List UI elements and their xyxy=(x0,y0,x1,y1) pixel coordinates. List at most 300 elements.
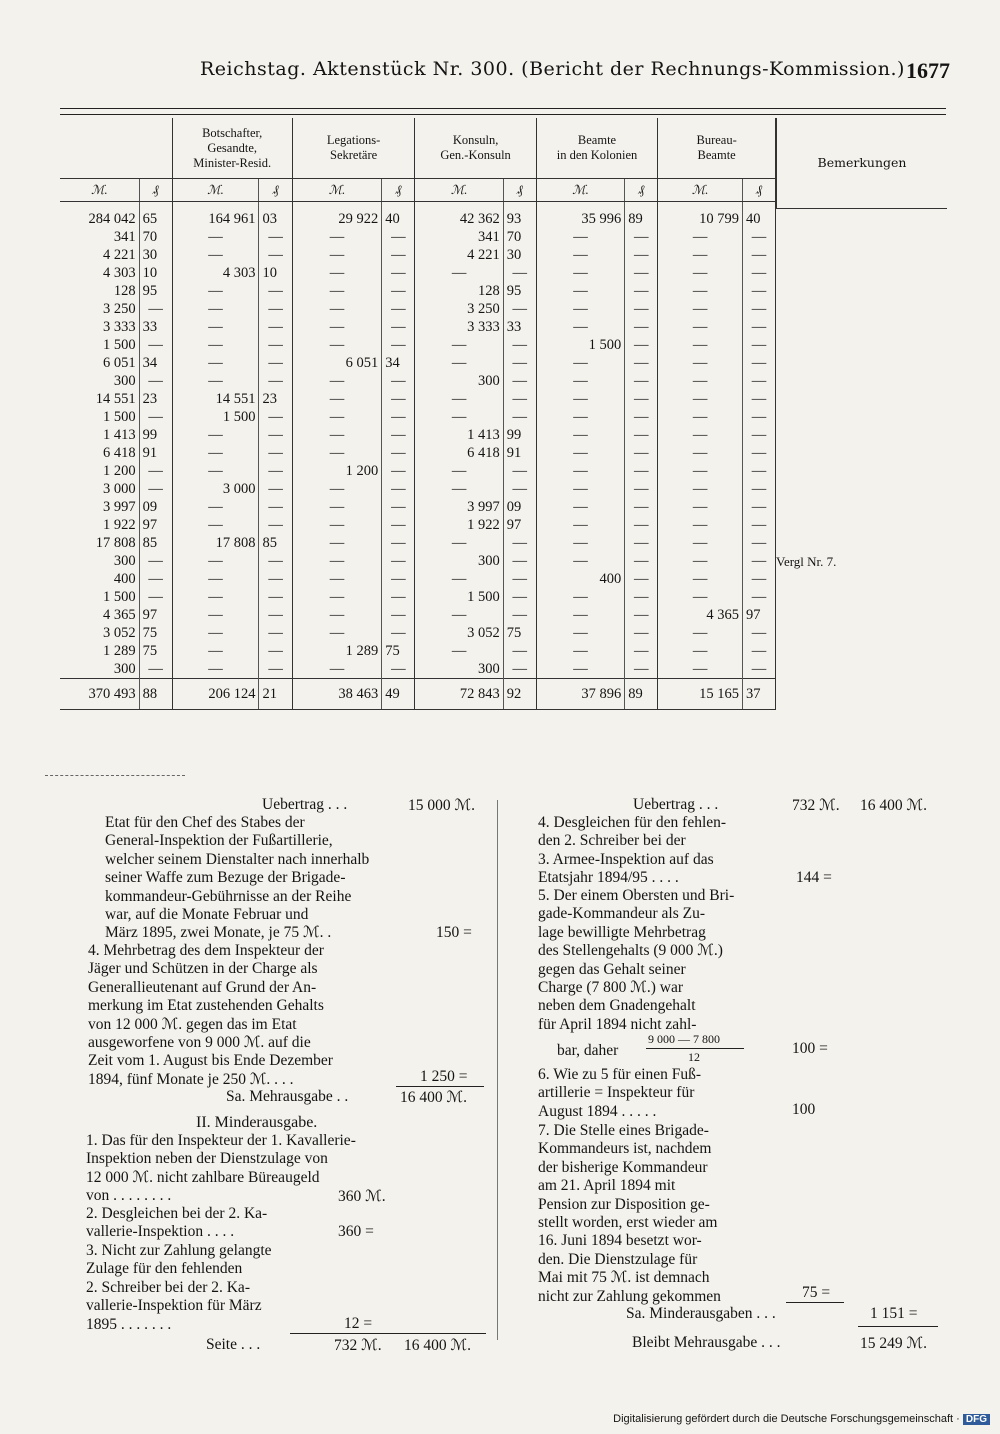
left-minder-2 xyxy=(86,1205,267,1242)
right-sa-label: Sa. Minderausgaben . . . xyxy=(626,1305,776,1322)
table-cell: — xyxy=(139,372,172,390)
table-cell: — xyxy=(536,300,625,318)
right-item7 xyxy=(538,1122,721,1306)
text-line: Zulage für den fehlenden xyxy=(86,1260,243,1278)
table-cell: 33 xyxy=(139,318,172,336)
table-cell: — xyxy=(658,300,743,318)
table-cell: — xyxy=(292,444,381,462)
table-cell: — xyxy=(743,282,776,300)
table-cell: — xyxy=(139,588,172,606)
table-row xyxy=(60,408,776,426)
table-cell: — xyxy=(743,570,776,588)
table-cell: — xyxy=(743,336,776,354)
header-title: Reichstag. Aktenstück Nr. 300. (Bericht der Rechnungs-Kommission.) xyxy=(200,58,905,80)
table-cell: 37 896 xyxy=(536,679,625,710)
left-minder-3 xyxy=(86,1242,272,1334)
table-cell: — xyxy=(658,426,743,444)
table-cell: 99 xyxy=(503,426,536,444)
table-cell: 92 xyxy=(503,679,536,710)
table-cell: — xyxy=(292,660,381,679)
table-cell: — xyxy=(658,228,743,246)
remarks-header: Bemerkungen xyxy=(776,118,947,209)
table-cell: — xyxy=(172,228,259,246)
left-sum-rule xyxy=(396,1086,484,1087)
table-cell: — xyxy=(743,228,776,246)
table-cell: — xyxy=(658,480,743,498)
table-cell: — xyxy=(536,606,625,624)
table-cell: 97 xyxy=(139,606,172,624)
table-cell: — xyxy=(625,516,658,534)
table-row xyxy=(60,210,776,228)
text-line: der bisherige Kommandeur xyxy=(538,1158,708,1176)
table-cell: — xyxy=(259,498,292,516)
table-cell: — xyxy=(536,624,625,642)
table-cell: — xyxy=(415,642,503,660)
left-item4 xyxy=(88,942,333,1089)
table-cell: — xyxy=(625,534,658,552)
text-line: Pension zur Disposition ge- xyxy=(538,1195,710,1213)
unit-0: ℳ. xyxy=(60,179,139,202)
table-row xyxy=(60,228,776,246)
table-cell: — xyxy=(658,498,743,516)
text-line: kommandeur-Gebührnisse an der Reihe xyxy=(105,887,352,905)
table-cell: — xyxy=(536,246,625,264)
right-item4 xyxy=(538,814,726,888)
text-line: 5. Der einem Obersten und Bri- xyxy=(538,887,735,904)
table-cell: — xyxy=(658,588,743,606)
table-cell: 1 500 xyxy=(60,408,139,426)
left-item3 xyxy=(105,814,369,943)
table-cell: — xyxy=(292,588,381,606)
text-line: 7. Die Stelle eines Brigade- xyxy=(538,1122,709,1139)
table-body xyxy=(60,202,776,710)
right-item6-amount: 100 xyxy=(792,1101,816,1118)
table-cell: — xyxy=(172,516,259,534)
fraction-bar xyxy=(646,1048,744,1049)
right-bleibt-rule xyxy=(858,1326,938,1327)
table-cell: — xyxy=(382,480,415,498)
text-line: seiner Waffe zum Bezuge der Brigade- xyxy=(105,869,346,887)
header-rule-1 xyxy=(60,108,946,109)
table-cell: 128 xyxy=(415,282,503,300)
column-group-4: Beamte in den Kolonien xyxy=(536,118,658,179)
table-cell: — xyxy=(625,390,658,408)
table-cell: — xyxy=(503,372,536,390)
table-cell: 03 xyxy=(259,210,292,228)
spacer-row xyxy=(60,202,776,211)
table-cell: — xyxy=(658,516,743,534)
table-cell: 85 xyxy=(139,534,172,552)
table-cell: 1 200 xyxy=(60,462,139,480)
table-cell: — xyxy=(658,462,743,480)
table-cell: 6 418 xyxy=(415,444,503,462)
table-cell: 3 333 xyxy=(415,318,503,336)
table-cell: — xyxy=(536,264,625,282)
table-cell: — xyxy=(743,534,776,552)
table-row xyxy=(60,606,776,624)
table-cell: 14 551 xyxy=(172,390,259,408)
table-cell: — xyxy=(382,462,415,480)
table-row xyxy=(60,498,776,516)
table-cell: 4 221 xyxy=(60,246,139,264)
table-cell: — xyxy=(259,588,292,606)
table-cell: 1 413 xyxy=(415,426,503,444)
table-cell: — xyxy=(536,462,625,480)
table-cell: — xyxy=(658,642,743,660)
table-cell: — xyxy=(292,246,381,264)
header-rule-2 xyxy=(60,114,946,115)
unit-10: ℳ. xyxy=(658,179,743,202)
table-cell: 3 333 xyxy=(60,318,139,336)
table-cell: — xyxy=(625,552,658,570)
left-uebertrag-label: Uebertrag . . . xyxy=(262,796,348,813)
table-cell: — xyxy=(743,246,776,264)
table-cell: 40 xyxy=(382,210,415,228)
table-cell: 284 042 xyxy=(60,210,139,228)
table-cell: — xyxy=(743,624,776,642)
right-bleibt-label: Bleibt Mehrausgabe . . . xyxy=(632,1334,781,1351)
table-cell: — xyxy=(536,588,625,606)
table-cell: 128 xyxy=(60,282,139,300)
table-cell: — xyxy=(625,336,658,354)
text-line: Charge (7 800 ℳ.) war xyxy=(538,979,683,997)
table-cell: — xyxy=(658,408,743,426)
table-cell: — xyxy=(139,300,172,318)
table-row xyxy=(60,660,776,679)
unit-1: ₰ xyxy=(139,179,172,202)
table-cell: — xyxy=(259,606,292,624)
table-cell: — xyxy=(292,372,381,390)
text-line: Etat für den Chef des Stabes der xyxy=(105,814,305,831)
table-cell: — xyxy=(658,390,743,408)
table-cell: — xyxy=(382,264,415,282)
table-cell: 97 xyxy=(503,516,536,534)
table-cell: 30 xyxy=(139,246,172,264)
table-cell: — xyxy=(658,372,743,390)
table-cell: — xyxy=(658,246,743,264)
table-cell: 1 500 xyxy=(536,336,625,354)
text-line: Etatsjahr 1894/95 . . . . xyxy=(538,869,679,887)
table-cell: — xyxy=(658,318,743,336)
table-cell: — xyxy=(292,318,381,336)
table-cell: — xyxy=(743,300,776,318)
table-cell: 85 xyxy=(259,534,292,552)
table-cell: 89 xyxy=(625,210,658,228)
table-row xyxy=(60,462,776,480)
table-cell: — xyxy=(625,228,658,246)
table-cell: — xyxy=(503,534,536,552)
table-row xyxy=(60,390,776,408)
text-line: Kommandeurs ist, nachdem xyxy=(538,1140,712,1158)
text-line: 4. Desgleichen für den fehlen- xyxy=(538,814,727,831)
table-row xyxy=(60,336,776,354)
table-cell: — xyxy=(743,642,776,660)
table-cell: 38 463 xyxy=(292,679,381,710)
table-cell: 3 052 xyxy=(415,624,503,642)
table-cell: 341 xyxy=(415,228,503,246)
unit-9: ₰ xyxy=(625,179,658,202)
table-cell: 206 124 xyxy=(172,679,259,710)
table-row xyxy=(60,444,776,462)
table-cell: — xyxy=(172,660,259,679)
table-cell: 91 xyxy=(139,444,172,462)
table-cell: 93 xyxy=(503,210,536,228)
table-cell: 75 xyxy=(382,642,415,660)
table-cell: 1 289 xyxy=(292,642,381,660)
table-cell: — xyxy=(292,498,381,516)
table-cell: 95 xyxy=(503,282,536,300)
table-cell: — xyxy=(415,336,503,354)
table-cell: — xyxy=(259,444,292,462)
text-line: Jäger und Schützen in der Charge als xyxy=(88,960,318,978)
table-cell: — xyxy=(259,480,292,498)
table-cell: — xyxy=(259,318,292,336)
table-cell: 1 500 xyxy=(60,336,139,354)
unit-3: ₰ xyxy=(259,179,292,202)
left-uebertrag-amount: 15 000 ℳ. xyxy=(408,797,475,814)
table-cell: 49 xyxy=(382,679,415,710)
table-cell: 3 000 xyxy=(60,480,139,498)
table-cell: 1 500 xyxy=(172,408,259,426)
table-cell: — xyxy=(743,480,776,498)
table-cell: 34 xyxy=(139,354,172,372)
table-cell: — xyxy=(743,354,776,372)
table-cell: — xyxy=(172,282,259,300)
table-unit-header xyxy=(60,179,776,202)
table-cell: — xyxy=(172,498,259,516)
table-row xyxy=(60,570,776,588)
table-cell: — xyxy=(536,426,625,444)
table-cell: — xyxy=(658,570,743,588)
table-cell: — xyxy=(415,462,503,480)
text-line: gegen das Gehalt seiner xyxy=(538,960,686,978)
table-cell: — xyxy=(743,516,776,534)
text-line: 2. Desgleichen bei der 2. Ka- xyxy=(86,1205,268,1222)
table-cell: — xyxy=(625,444,658,462)
left-seite-a: 732 ℳ. xyxy=(334,1337,382,1354)
table-cell: — xyxy=(536,480,625,498)
table-cell: 72 843 xyxy=(415,679,503,710)
remarks-note: Vergl Nr. 7. xyxy=(776,554,837,569)
table-cell: — xyxy=(658,282,743,300)
table-cell: — xyxy=(292,282,381,300)
unit-11: ₰ xyxy=(743,179,776,202)
table-cell: 4 365 xyxy=(60,606,139,624)
text-line: 16. Juni 1894 besetzt wor- xyxy=(538,1232,702,1250)
table-cell: 10 xyxy=(139,264,172,282)
table-cell: — xyxy=(536,408,625,426)
table-cell: — xyxy=(536,516,625,534)
table-cell: — xyxy=(292,408,381,426)
table-cell: — xyxy=(503,570,536,588)
table-cell: — xyxy=(382,606,415,624)
table-cell: 300 xyxy=(60,552,139,570)
right-item6 xyxy=(538,1066,701,1121)
table-cell: — xyxy=(259,282,292,300)
table-cell: — xyxy=(503,336,536,354)
table-cell: 30 xyxy=(503,246,536,264)
text-line: stellt worden, erst wieder am xyxy=(538,1214,718,1232)
text-line: am 21. April 1894 mit xyxy=(538,1177,676,1195)
footer-text: Digitalisierung gefördert durch die Deutsche Forschungsgemeinschaft · xyxy=(613,1413,960,1425)
table-cell: — xyxy=(259,552,292,570)
text-line: war, auf die Monate Februar und xyxy=(105,906,309,924)
right-bleibt-amount: 15 249 ℳ. xyxy=(860,1335,927,1352)
table-cell: — xyxy=(382,570,415,588)
table-cell: — xyxy=(172,336,259,354)
text-line: 4. Mehrbetrag des dem Inspekteur der xyxy=(88,942,324,959)
text-line: Generallieutenant auf Grund der An- xyxy=(88,978,317,996)
table-row xyxy=(60,300,776,318)
table-row xyxy=(60,480,776,498)
table-cell: — xyxy=(292,480,381,498)
table-cell: 164 961 xyxy=(172,210,259,228)
table-cell: — xyxy=(743,426,776,444)
table-cell: 88 xyxy=(139,679,172,710)
table-cell: 14 551 xyxy=(60,390,139,408)
text-line: vallerie-Inspektion . . . . xyxy=(86,1223,235,1241)
left-minder-2-amount: 360 = xyxy=(338,1223,374,1240)
table-cell: — xyxy=(415,480,503,498)
table-row xyxy=(60,318,776,336)
table-cell: 33 xyxy=(503,318,536,336)
table-cell: — xyxy=(625,408,658,426)
table-row xyxy=(60,624,776,642)
column-group-0 xyxy=(60,118,172,179)
table-cell: — xyxy=(292,300,381,318)
table-cell: — xyxy=(292,336,381,354)
table-cell: — xyxy=(382,390,415,408)
table-cell: — xyxy=(625,246,658,264)
table-cell: 4 365 xyxy=(658,606,743,624)
table-cell: — xyxy=(382,498,415,516)
table-group-header xyxy=(60,118,776,179)
separator-rule xyxy=(45,775,185,776)
table-cell: — xyxy=(503,552,536,570)
table-cell: — xyxy=(658,660,743,679)
text-line: vallerie-Inspektion für März xyxy=(86,1297,262,1315)
table-cell: — xyxy=(625,462,658,480)
text-line: 1. Das für den Inspekteur der 1. Kavallerie- xyxy=(86,1132,356,1149)
text-line: ausgeworfene von 9 000 ℳ. auf die xyxy=(88,1034,311,1052)
table-cell: 91 xyxy=(503,444,536,462)
table-cell: 34 xyxy=(382,354,415,372)
unit-4: ℳ. xyxy=(292,179,381,202)
table-cell: — xyxy=(415,408,503,426)
unit-8: ℳ. xyxy=(536,179,625,202)
table-cell: — xyxy=(625,606,658,624)
text-line: General-Inspektion der Fußartillerie, xyxy=(105,832,333,850)
left-item4-amount: 1 250 = xyxy=(420,1068,468,1085)
table-cell: — xyxy=(259,642,292,660)
table-row xyxy=(60,372,776,390)
table-cell: — xyxy=(292,624,381,642)
table-cell: 97 xyxy=(743,606,776,624)
footer xyxy=(613,1413,990,1425)
table-cell: — xyxy=(743,372,776,390)
table-cell: 1 200 xyxy=(292,462,381,480)
table-cell: — xyxy=(743,444,776,462)
table-cell: 15 165 xyxy=(658,679,743,710)
table-cell: 1 922 xyxy=(415,516,503,534)
table-total-row xyxy=(60,679,776,710)
table-cell: — xyxy=(503,264,536,282)
table-cell: — xyxy=(382,282,415,300)
table-cell: — xyxy=(382,300,415,318)
text-line: Zeit vom 1. August bis Ende Dezember xyxy=(88,1052,333,1070)
table-cell: — xyxy=(382,624,415,642)
table-cell: — xyxy=(259,660,292,679)
table-cell: 1 500 xyxy=(60,588,139,606)
text-line: von 12 000 ℳ. gegen das im Etat xyxy=(88,1015,297,1033)
text-line: neben dem Gnadengehalt xyxy=(538,997,696,1015)
table-cell: 6 051 xyxy=(292,354,381,372)
table-cell: — xyxy=(658,534,743,552)
right-item7-amount: 75 = xyxy=(802,1284,831,1301)
table-cell: — xyxy=(625,660,658,679)
table-cell: — xyxy=(292,534,381,552)
table-cell: 65 xyxy=(139,210,172,228)
table-cell: — xyxy=(625,642,658,660)
table-cell: — xyxy=(172,462,259,480)
table-cell: — xyxy=(536,660,625,679)
table-cell: — xyxy=(259,354,292,372)
table-cell: — xyxy=(172,642,259,660)
table-cell: — xyxy=(503,390,536,408)
column-group-2: Legations- Sekretäre xyxy=(292,118,415,179)
table-cell: — xyxy=(382,246,415,264)
table-cell: — xyxy=(658,264,743,282)
table-cell: 23 xyxy=(139,390,172,408)
right-item4-amount: 144 = xyxy=(796,869,832,886)
table-cell: — xyxy=(172,300,259,318)
table-cell: — xyxy=(172,552,259,570)
table-cell: 300 xyxy=(415,372,503,390)
table-cell: — xyxy=(503,606,536,624)
table-row xyxy=(60,354,776,372)
table-cell: — xyxy=(292,426,381,444)
table-cell: — xyxy=(658,354,743,372)
text-line: des Stellengehalts (9 000 ℳ.) xyxy=(538,942,723,960)
table-cell: — xyxy=(536,354,625,372)
table-cell: — xyxy=(292,552,381,570)
table-cell: — xyxy=(415,570,503,588)
right-item5-last: bar, daher xyxy=(557,1042,619,1059)
text-line: Mai mit 75 ℳ. ist demnach xyxy=(538,1269,710,1287)
table-cell: 6 051 xyxy=(60,354,139,372)
table-cell: — xyxy=(625,282,658,300)
table-cell: 42 362 xyxy=(415,210,503,228)
table-cell: — xyxy=(172,246,259,264)
table-cell: — xyxy=(172,624,259,642)
table-cell: 95 xyxy=(139,282,172,300)
fraction-denominator: 12 xyxy=(688,1050,700,1064)
table-cell: 09 xyxy=(139,498,172,516)
table-cell: — xyxy=(292,228,381,246)
column-divider xyxy=(497,800,498,1340)
table-cell: 97 xyxy=(139,516,172,534)
table-cell: 75 xyxy=(139,624,172,642)
table-cell: — xyxy=(382,444,415,462)
table-cell: — xyxy=(743,588,776,606)
table-cell: — xyxy=(139,570,172,588)
table-cell: — xyxy=(743,462,776,480)
table-cell: — xyxy=(292,570,381,588)
right-item5-amount: 100 = xyxy=(792,1040,828,1057)
table-cell: 300 xyxy=(415,660,503,679)
table-cell: — xyxy=(536,318,625,336)
table-cell: 3 250 xyxy=(60,300,139,318)
